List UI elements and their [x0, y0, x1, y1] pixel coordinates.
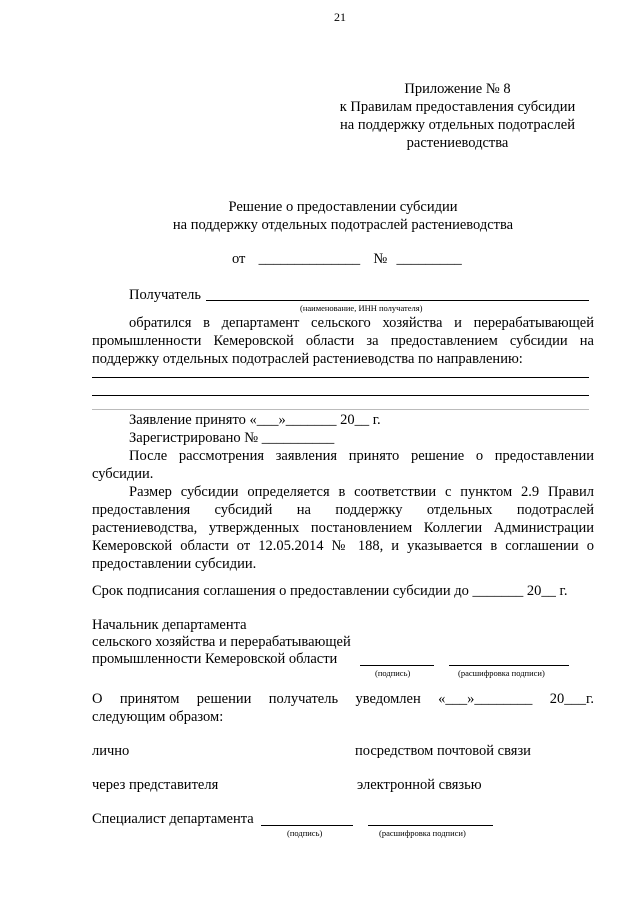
- direction-line: [92, 409, 589, 410]
- appendix-line: растениеводства: [406, 135, 509, 151]
- head-title-line: Начальник департамента: [92, 617, 247, 633]
- number-blank: _________: [396, 251, 462, 267]
- document-title: [92, 198, 594, 234]
- recipient-label: Получатель: [129, 287, 201, 303]
- head-signature-line: [360, 665, 434, 666]
- amount-line: Кемеровской области от 12.05.2014 № 188, и указывается в соглашении о: [92, 538, 594, 554]
- amount-line: предоставлении субсидии.: [92, 556, 257, 572]
- application-accepted: Заявление принято «___»_______ 20__ г.: [129, 412, 381, 428]
- appendix-line: на поддержку отдельных подотраслей: [340, 117, 575, 133]
- appendix-line: Приложение № 8: [404, 81, 511, 97]
- registered-number: Зарегистрировано № __________: [129, 430, 335, 446]
- head-decode-caption: (расшифровка подписи): [458, 668, 545, 678]
- date-from-label: от: [232, 251, 246, 267]
- applied-line: обратился в департамент сельского хозяйства и перерабатывающей: [129, 315, 594, 331]
- amount-line: предоставления субсидий на поддержку отдельных подотраслей: [92, 502, 594, 518]
- method-personal: лично: [92, 743, 130, 759]
- head-signature-caption: (подпись): [375, 668, 411, 678]
- recipient-field-line: [206, 300, 589, 301]
- method-representative: через представителя: [92, 777, 219, 793]
- recipient-caption: (наименование, ИНН получателя): [300, 303, 423, 313]
- amount-line: Размер субсидии определяется в соответствии с пунктом 2.9 Правил: [129, 484, 594, 500]
- head-title-line: сельского хозяйства и перерабатывающей: [92, 634, 351, 650]
- appendix-line: к Правилам предоставления субсидии: [339, 99, 576, 115]
- direction-line: [92, 395, 589, 396]
- amount-line: растениеводства, утвержденных постановлением Коллегии Администрации: [92, 520, 594, 536]
- date-blank: ______________: [258, 251, 361, 267]
- specialist-signature-caption: (подпись): [287, 828, 323, 838]
- head-decode-line: [449, 665, 569, 666]
- specialist-decode-caption: (расшифровка подписи): [379, 828, 466, 838]
- direction-line: [92, 377, 589, 378]
- specialist-signature-line: [261, 825, 353, 826]
- page-number: 21: [334, 10, 346, 24]
- appendix-block: [320, 80, 595, 152]
- title-line: на поддержку отдельных подотраслей растениеводства: [172, 217, 514, 233]
- specialist-decode-line: [368, 825, 493, 826]
- date-line: [232, 250, 462, 268]
- number-label: №: [373, 251, 388, 267]
- method-postal: посредством почтовой связи: [355, 743, 531, 759]
- head-title-line: промышленности Кемеровской области: [92, 651, 338, 667]
- notified-line: следующим образом:: [92, 709, 224, 725]
- applied-line: поддержку отдельных подотраслей растениеводства по направлению:: [92, 351, 523, 367]
- signing-deadline: Срок подписания соглашения о предоставлении субсидии до _______ 20__ г.: [92, 583, 568, 599]
- applied-line: промышленности Кемеровской области за предоставлением субсидии на: [92, 333, 594, 349]
- decision-line: После рассмотрения заявления принято решение о предоставлении: [129, 448, 594, 464]
- decision-line: субсидии.: [92, 466, 154, 482]
- method-electronic: электронной связью: [357, 777, 482, 793]
- notified-line: О принятом решении получатель уведомлен «___»________ 20___г.: [92, 691, 594, 707]
- specialist-label: Специалист департамента: [92, 811, 254, 827]
- title-line: Решение о предоставлении субсидии: [228, 199, 458, 215]
